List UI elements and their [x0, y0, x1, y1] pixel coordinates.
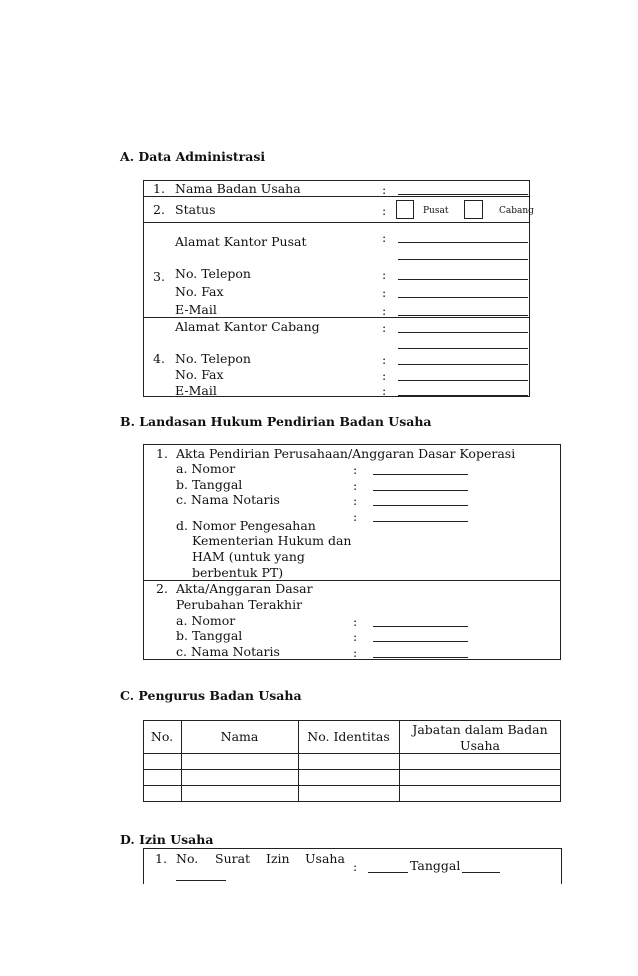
alamat-cabang-field-2[interactable]	[398, 348, 528, 349]
column-divider	[399, 720, 400, 802]
table-top-border	[143, 848, 561, 849]
section-b-heading: B. Landasan Hukum Pendirian Badan Usaha	[120, 414, 432, 429]
alamat-pusat-field-2[interactable]	[398, 259, 528, 260]
akta-pendirian-title: Akta Pendirian Perusahaan/Anggaran Dasar Koperasi	[176, 446, 516, 461]
akta-nomor-label: a. Nomor	[176, 461, 236, 476]
perubahan-notaris-label: c. Nama Notaris	[176, 644, 280, 659]
row-number: 2.	[153, 202, 165, 217]
fax-pusat-field[interactable]	[398, 297, 528, 298]
nama-badan-usaha-label: Nama Badan Usaha	[175, 181, 301, 196]
pengesahan-label-line3: HAM (untuk yang	[192, 549, 305, 564]
column-header-nama: Nama	[220, 729, 259, 744]
status-cabang-checkbox[interactable]	[464, 200, 483, 219]
email-cabang-label: E-Mail	[175, 383, 217, 398]
row-number: 1.	[153, 181, 165, 196]
status-pusat-label: Pusat	[423, 206, 449, 216]
row-number: 3.	[153, 269, 165, 284]
izin-label-word: No.	[176, 851, 199, 866]
table-right-border	[561, 848, 562, 884]
table-row	[143, 785, 561, 786]
telepon-cabang-label: No. Telepon	[175, 351, 251, 366]
izin-label-word: Usaha	[305, 851, 345, 866]
item-number: 1.	[156, 446, 168, 461]
section-d-heading: D. Izin Usaha	[120, 832, 214, 847]
colon: :	[382, 383, 387, 398]
perubahan-tanggal-label: b. Tanggal	[176, 628, 243, 643]
nama-badan-usaha-field[interactable]	[398, 194, 528, 195]
colon: :	[382, 303, 387, 318]
colon: :	[382, 203, 387, 218]
row-divider	[143, 317, 530, 318]
row-number: 4.	[153, 351, 165, 366]
colon: :	[382, 368, 387, 383]
status-pusat-checkbox[interactable]	[396, 200, 414, 219]
alamat-pusat-field[interactable]	[398, 242, 528, 243]
colon: :	[353, 462, 358, 477]
section-a-heading: A. Data Administrasi	[120, 149, 266, 164]
fax-cabang-label: No. Fax	[175, 367, 224, 382]
colon: :	[353, 859, 358, 874]
akta-notaris-field[interactable]	[373, 505, 468, 506]
section-c-heading: C. Pengurus Badan Usaha	[120, 688, 302, 703]
item-number: 2.	[156, 581, 168, 596]
colon: :	[382, 320, 387, 335]
colon: :	[382, 285, 387, 300]
pengesahan-label-line4: berbentuk PT)	[192, 565, 284, 580]
izin-label-word: Izin	[266, 851, 290, 866]
telepon-pusat-field[interactable]	[398, 279, 528, 280]
table-left-border	[143, 848, 144, 884]
colon: :	[382, 230, 387, 245]
column-header-identitas: No. Identitas	[307, 729, 390, 744]
row-divider	[143, 196, 530, 197]
perubahan-notaris-field[interactable]	[373, 657, 468, 658]
colon: :	[382, 352, 387, 367]
item-number: 1.	[155, 851, 167, 866]
perubahan-tanggal-field[interactable]	[373, 641, 468, 642]
telepon-pusat-label: No. Telepon	[175, 266, 251, 281]
akta-tanggal-field[interactable]	[373, 490, 468, 491]
perubahan-nomor-field[interactable]	[373, 626, 468, 627]
email-cabang-field[interactable]	[398, 395, 528, 396]
status-cabang-label: Cabang	[499, 206, 534, 216]
colon: :	[353, 509, 358, 524]
colon: :	[353, 645, 358, 660]
colon: :	[353, 493, 358, 508]
fax-pusat-label: No. Fax	[175, 284, 224, 299]
email-pusat-label: E-Mail	[175, 302, 217, 317]
email-pusat-field[interactable]	[398, 315, 528, 316]
izin-tanggal-label: Tanggal	[410, 858, 461, 873]
izin-nomor-field[interactable]	[368, 872, 408, 873]
row-divider	[143, 222, 530, 223]
akta-perubahan-title: Akta/Anggaran Dasar	[176, 581, 313, 596]
izin-tanggal-field[interactable]	[462, 872, 500, 873]
akta-nomor-field[interactable]	[373, 474, 468, 475]
telepon-cabang-field[interactable]	[398, 364, 528, 365]
akta-pengesahan-field[interactable]	[373, 521, 468, 522]
izin-label-underline	[176, 880, 226, 881]
colon: :	[353, 629, 358, 644]
colon: :	[382, 182, 387, 197]
status-label: Status	[175, 202, 216, 217]
column-header-jabatan: Jabatan dalam Badan Usaha	[412, 722, 548, 753]
fax-cabang-field[interactable]	[398, 380, 528, 381]
pengesahan-label-line2: Kementerian Hukum dan	[192, 533, 352, 548]
colon: :	[353, 614, 358, 629]
table-row	[143, 769, 561, 770]
column-header-no: No.	[150, 729, 174, 744]
pengesahan-label: d. Nomor Pengesahan	[176, 518, 316, 533]
akta-notaris-label: c. Nama Notaris	[176, 492, 280, 507]
akta-tanggal-label: b. Tanggal	[176, 477, 243, 492]
alamat-pusat-label: Alamat Kantor Pusat	[175, 234, 307, 249]
alamat-cabang-label: Alamat Kantor Cabang	[175, 319, 320, 334]
alamat-cabang-field[interactable]	[398, 332, 528, 333]
akta-perubahan-title-line2: Perubahan Terakhir	[176, 597, 303, 612]
colon: :	[382, 267, 387, 282]
colon: :	[353, 478, 358, 493]
perubahan-nomor-label: a. Nomor	[176, 613, 236, 628]
izin-label-word: Surat	[215, 851, 251, 866]
